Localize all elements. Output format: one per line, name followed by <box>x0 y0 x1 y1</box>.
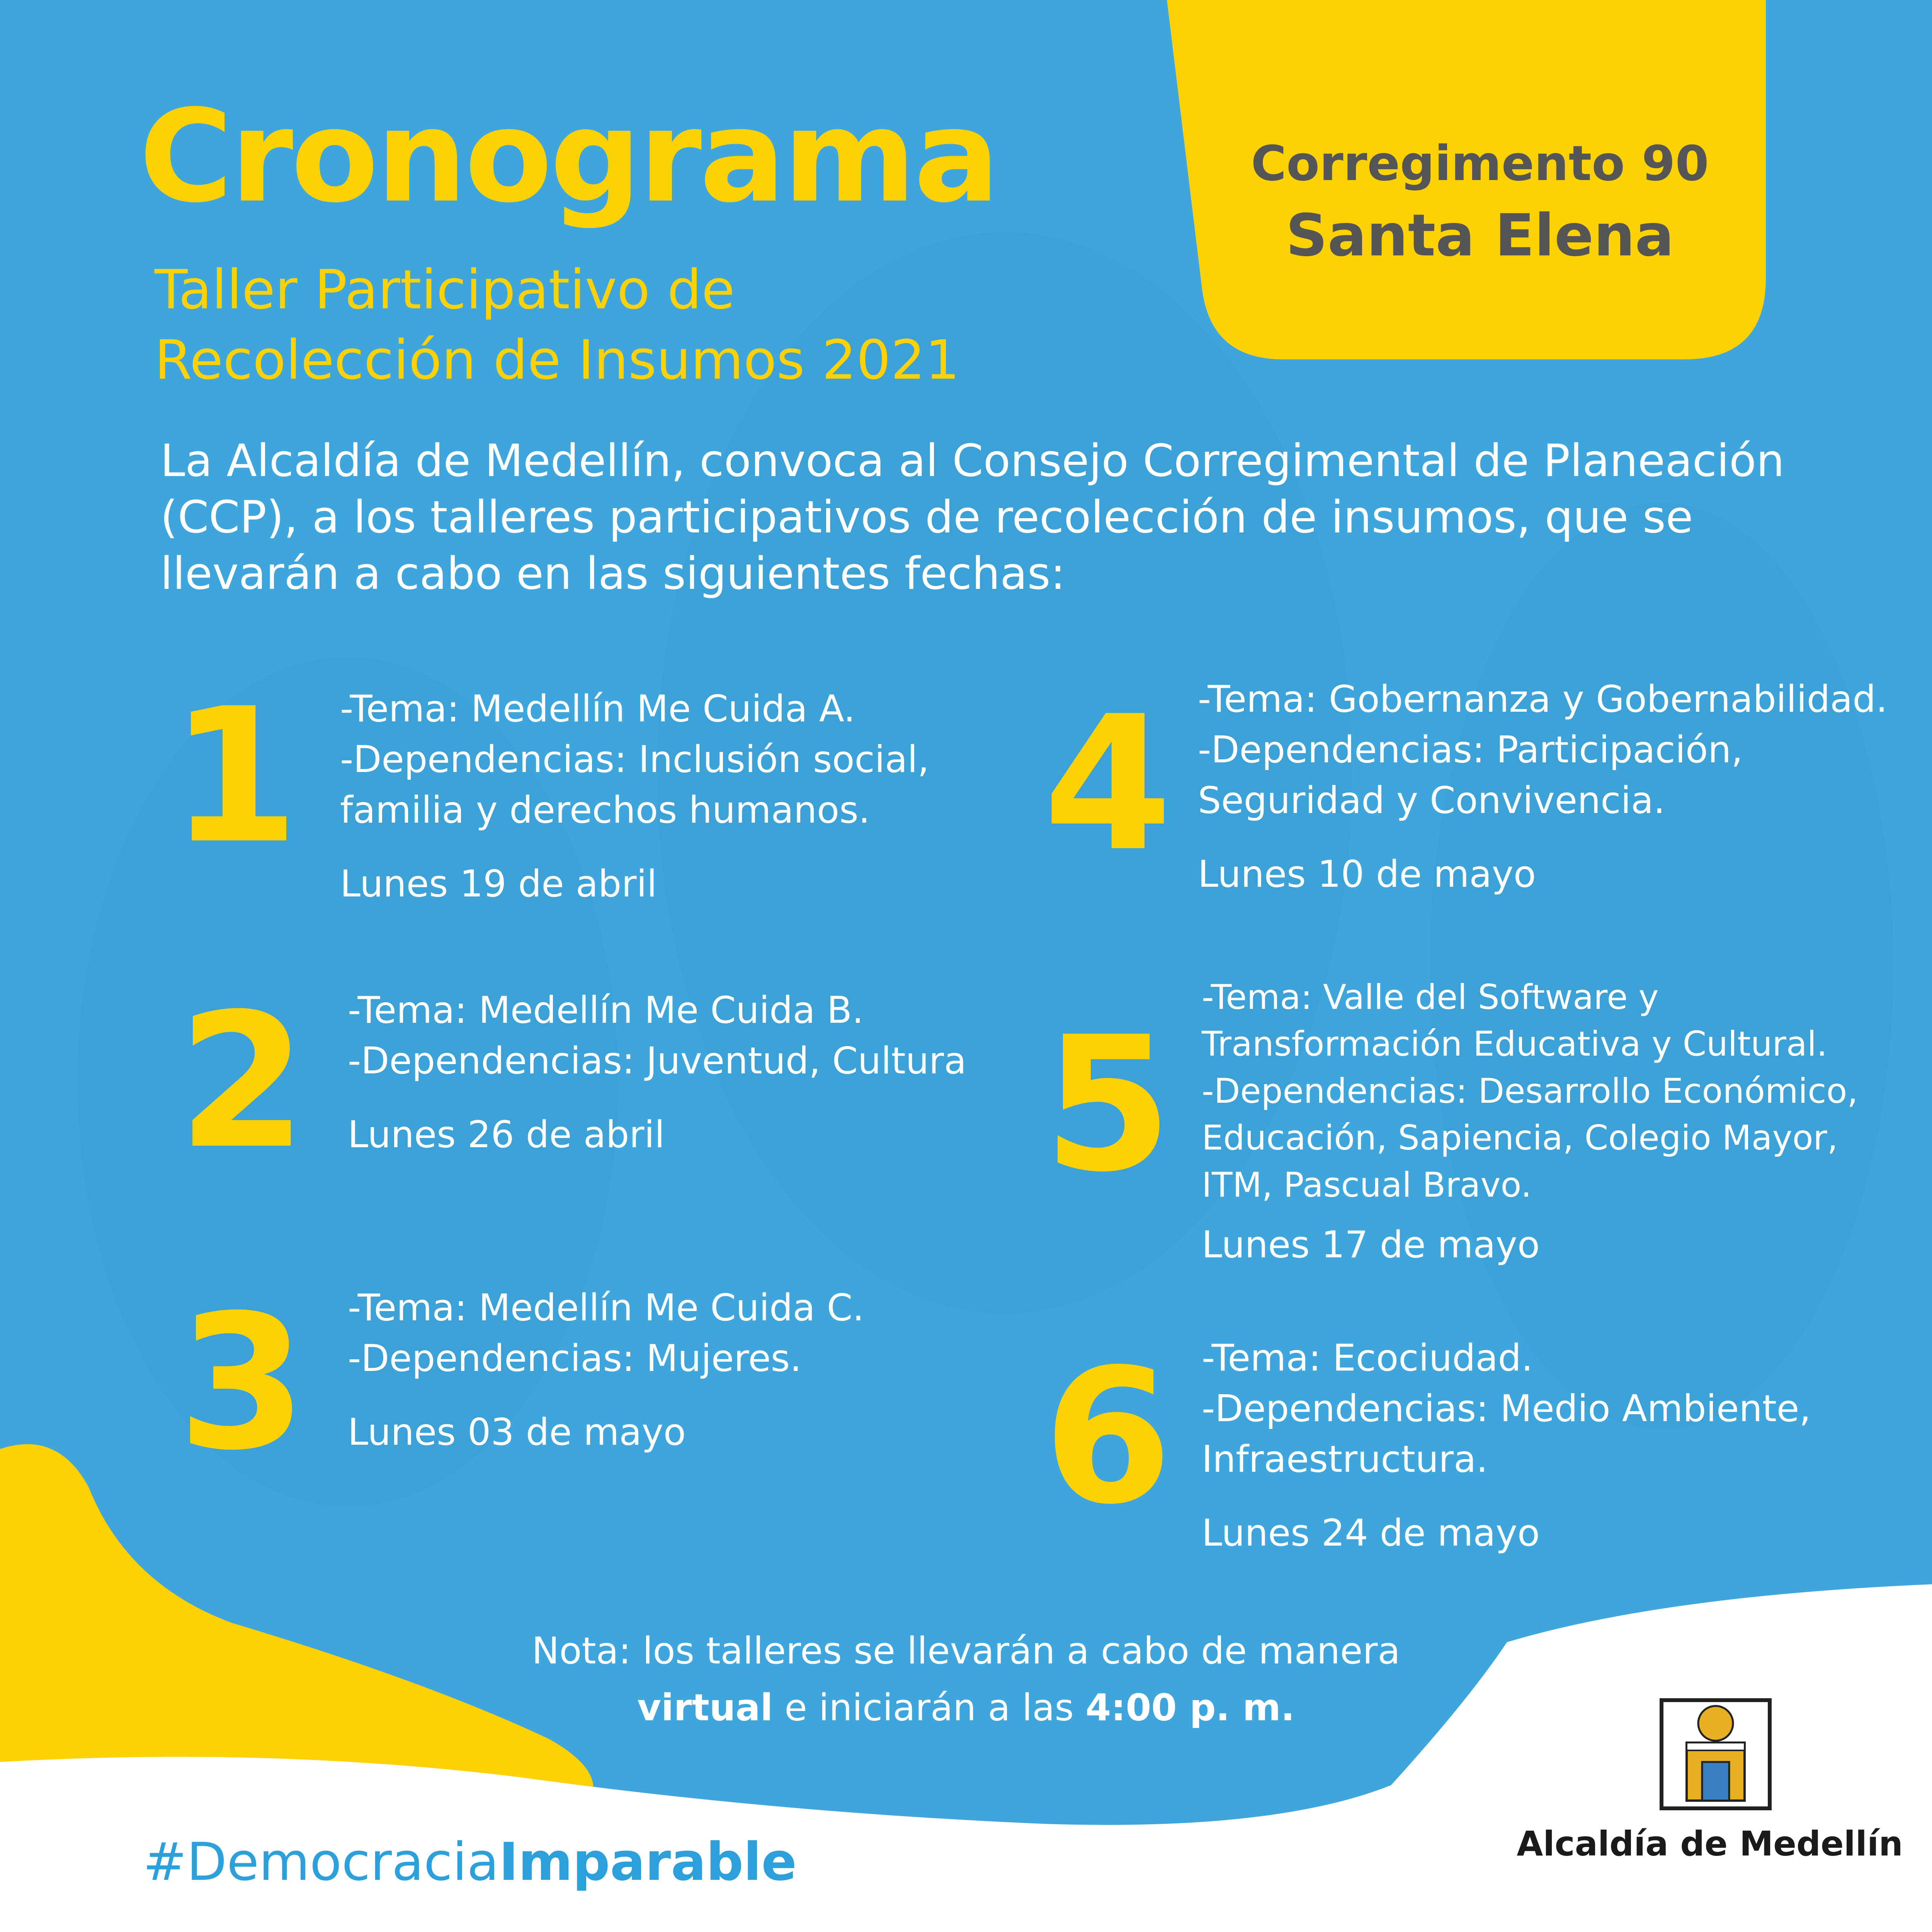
item-number-1: 1 <box>170 668 299 884</box>
coat-of-arms-icon <box>1658 1696 1774 1812</box>
item-line: -Tema: Medellín Me Cuida A. <box>340 688 855 730</box>
item-line: familia y derechos humanos. <box>340 789 870 832</box>
item-line: Educación, Sapiencia, Colegio Mayor, <box>1202 1118 1838 1158</box>
item-date: Lunes 17 de mayo <box>1202 1224 1540 1267</box>
item-number-3: 3 <box>178 1275 307 1491</box>
item-line: Infraestructura. <box>1202 1438 1488 1481</box>
intro-paragraph: La Alcaldía de Medellín, convoca al Consejo Corregimental de Planeación (CCP), a los talleres participativos de recolección de insumos, que se llevarán a cabo en las siguientes fechas: <box>160 435 1785 600</box>
item-date: Lunes 19 de abril <box>340 863 657 906</box>
item-line: -Tema: Medellín Me Cuida C. <box>348 1287 864 1329</box>
subtitle-line-2: Recolección de Insumos 2021 <box>155 329 960 392</box>
item-line: -Dependencias: Mujeres. <box>348 1337 802 1380</box>
hashtag-part-1: #Democracia <box>143 1832 499 1892</box>
item-line: -Tema: Medellín Me Cuida B. <box>348 989 864 1032</box>
corregimiento-name: Santa Elena <box>1286 202 1674 269</box>
item-line: -Tema: Valle del Software y <box>1202 977 1659 1017</box>
item-line: ITM, Pascual Bravo. <box>1202 1165 1532 1205</box>
note-line-1: Nota: los talleres se llevarán a cabo de manera <box>532 1630 1400 1672</box>
item-number-4: 4 <box>1043 676 1172 892</box>
item-number-5: 5 <box>1043 997 1172 1213</box>
item-line: Transformación Educativa y Cultural. <box>1202 1024 1828 1064</box>
item-date: Lunes 26 de abril <box>348 1114 665 1156</box>
note <box>464 1623 1468 1737</box>
item-line: Seguridad y Convivencia. <box>1198 779 1665 822</box>
item-number-6: 6 <box>1043 1329 1172 1545</box>
item-date: Lunes 10 de mayo <box>1198 853 1536 896</box>
alcaldia-logo-text: Alcaldía de Medellín <box>1517 1824 1903 1864</box>
item-line: -Dependencias: Medio Ambiente, <box>1202 1388 1811 1430</box>
note-mid: e iniciarán a las <box>773 1687 1086 1730</box>
page-subtitle <box>155 255 1159 396</box>
schedule-item-1 <box>340 684 997 910</box>
item-line: -Dependencias: Participación, <box>1198 729 1743 772</box>
hashtag <box>143 1832 797 1892</box>
item-line: -Tema: Gobernanza y Gobernabilidad. <box>1198 678 1888 721</box>
corregimiento-number: Corregimento 90 <box>1251 136 1709 192</box>
note-time: 4:00 p. m. <box>1085 1687 1295 1730</box>
item-line: -Tema: Ecociudad. <box>1202 1337 1533 1379</box>
item-number-2: 2 <box>178 974 307 1190</box>
item-line: -Dependencias: Desarrollo Económico, <box>1202 1071 1858 1111</box>
schedule-item-3 <box>348 1283 1043 1458</box>
schedule-item-6 <box>1202 1333 1928 1559</box>
page-title: Cronograma <box>139 82 998 231</box>
schedule-item-4 <box>1198 674 1924 900</box>
item-date: Lunes 03 de mayo <box>348 1411 686 1454</box>
item-line: -Dependencias: Inclusión social, <box>340 738 929 781</box>
corregimiento-badge <box>1190 131 1770 275</box>
item-line: -Dependencias: Juventud, Cultura <box>348 1040 967 1083</box>
note-virtual: virtual <box>637 1687 773 1730</box>
schedule-item-5 <box>1202 974 1928 1270</box>
subtitle-line-1: Taller Participativo de <box>155 259 735 321</box>
hashtag-part-2: Imparable <box>499 1832 797 1892</box>
item-date: Lunes 24 de mayo <box>1202 1512 1540 1555</box>
schedule-item-2 <box>348 985 1043 1160</box>
